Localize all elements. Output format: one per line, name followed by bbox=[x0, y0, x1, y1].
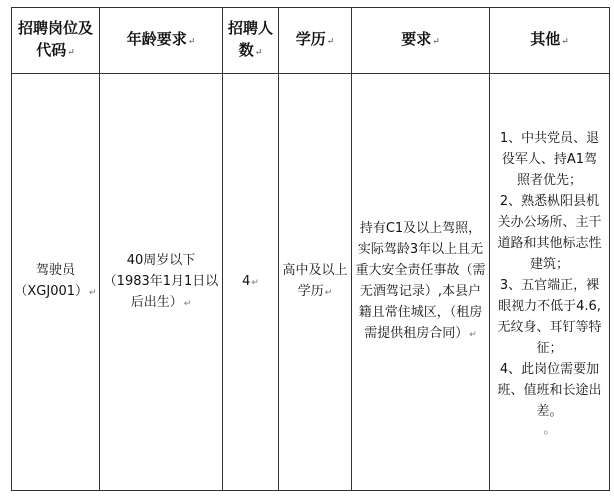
header-count: 招聘人数↵ bbox=[223, 8, 279, 74]
other-item-4: 4、此岗位需要加班、值班和长途出差。 bbox=[497, 362, 602, 419]
other-item-3: 3、五官端正，裸眼视力不低于4.6,无纹身、耳钉等特征； bbox=[497, 278, 602, 356]
other-item-2: 2、熟悉枞阳县机关办公场所、主干道路和其他标志性建筑； bbox=[497, 194, 602, 272]
position-name: 驾驶员 bbox=[35, 263, 75, 278]
cell-position bbox=[12, 74, 100, 491]
cell-count: 4↵ bbox=[223, 74, 279, 491]
recruitment-table bbox=[11, 7, 610, 491]
age-birthdate: （1983年1月1日以后出生）↵ bbox=[103, 273, 219, 310]
age-limit: 40周岁以下 bbox=[126, 252, 196, 268]
header-requirements: 要求↵ bbox=[352, 8, 490, 74]
header-row bbox=[12, 8, 610, 74]
cell-education: 高中及以上学历↵ bbox=[279, 74, 352, 491]
cell-other bbox=[490, 74, 610, 491]
header-other: 其他↵ bbox=[490, 8, 610, 74]
header-position: 招聘岗位及代码↵ bbox=[12, 8, 100, 74]
cell-age bbox=[100, 74, 223, 491]
header-age: 年龄要求↵ bbox=[100, 8, 223, 74]
table-row bbox=[12, 74, 610, 491]
position-code: （XGJ001）↵ bbox=[14, 284, 97, 299]
cell-requirements: 持有C1及以上驾照，实际驾龄3年以上且无重大安全责任事故（需无酒驾记录）,本县户籍且常住城区，（租房需提供租房合同）↵ bbox=[352, 74, 490, 491]
other-item-1: 1、中共党员、退役军人、持A1驾照者优先； bbox=[499, 131, 600, 188]
header-education: 学历↵ bbox=[279, 8, 352, 74]
end-mark: 。 bbox=[543, 422, 556, 436]
